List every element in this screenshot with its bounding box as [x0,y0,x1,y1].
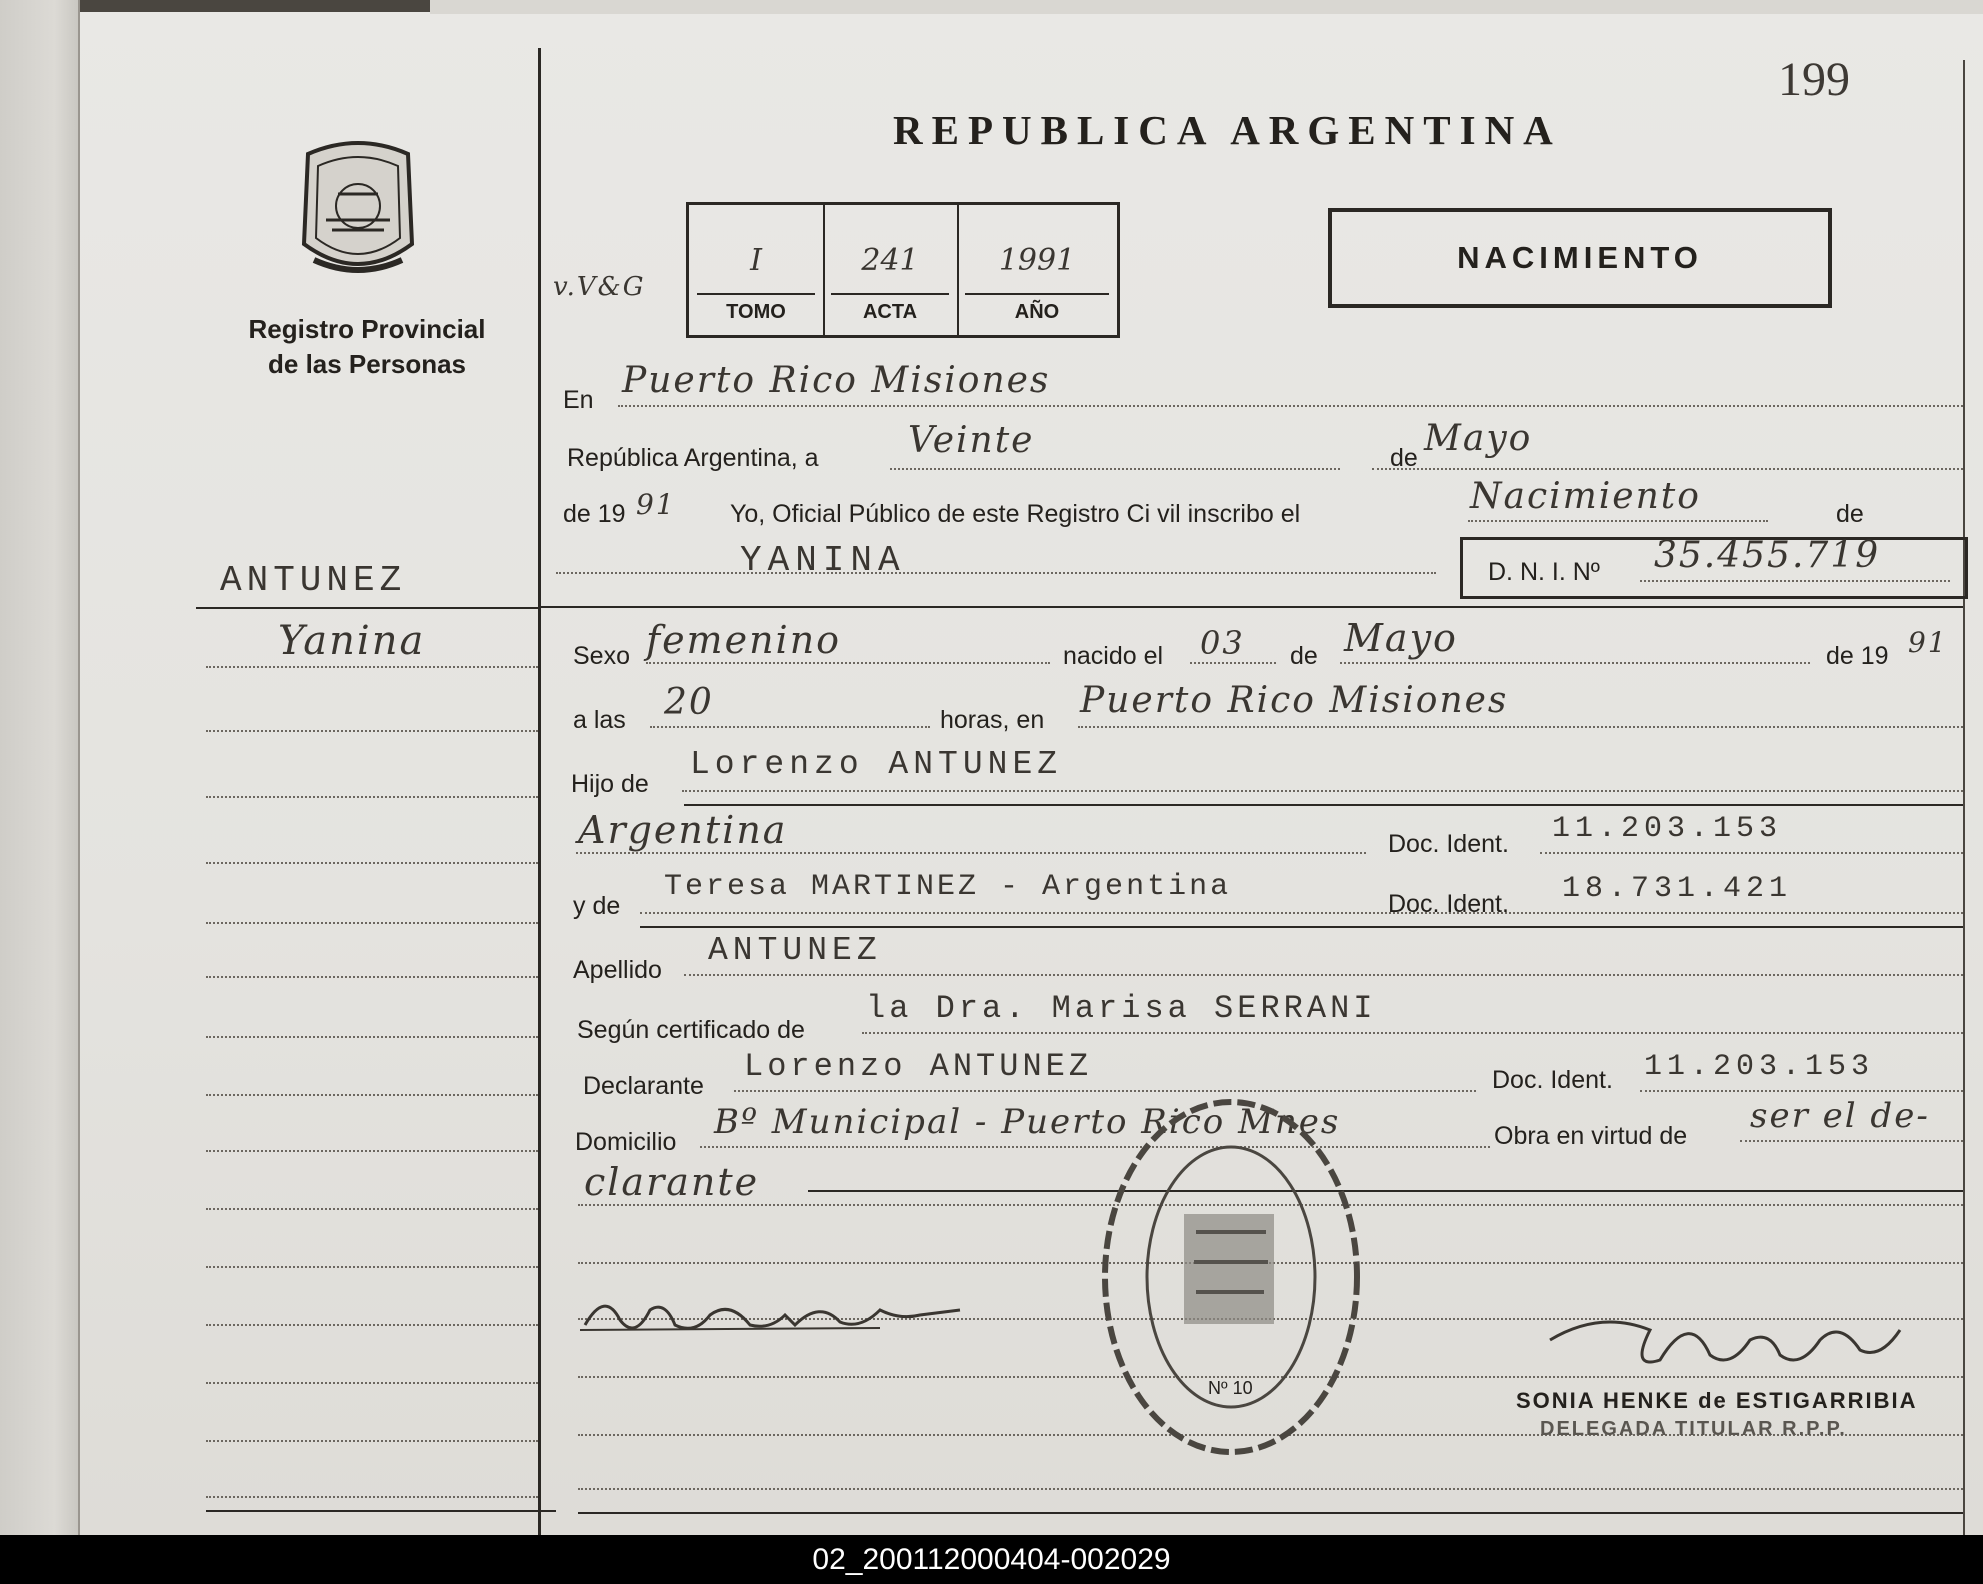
stamp-number: Nº 10 [1208,1378,1253,1398]
field-dni: 35.455.719 [1654,535,1881,576]
label-de-19-birth: de 19 [1826,642,1889,670]
registry-line-2: de las Personas [268,349,466,379]
field-father-doc: 11.203.153 [1552,812,1783,846]
label-declarante: Declarante [583,1072,704,1100]
label-dni: D. N. I. Nº [1488,558,1600,586]
tomo-cell [689,205,825,335]
field-birth-month: Mayo [1344,616,1458,660]
page-number: 199 [1778,53,1850,106]
acta-cell [823,205,959,335]
label-domicilio: Domicilio [575,1128,677,1156]
label-de-end: de [1836,500,1864,528]
tomo-value: I [750,243,762,278]
official-signature [1540,1300,1920,1390]
acta-label: ACTA [862,301,918,323]
label-de-month: de [1390,444,1418,472]
label-en: En [563,386,594,414]
field-surname: ANTUNEZ [708,932,882,969]
field-month-registration: Mayo [1424,418,1533,459]
label-sexo: Sexo [573,642,630,670]
ano-value: 1991 [998,243,1076,278]
bottom-rule [578,1512,1963,1514]
field-certificate: la Dra. Marisa SERRANI [866,990,1377,1027]
registry-name [232,312,502,382]
label-obra: Obra en virtud de [1494,1122,1688,1150]
margin-note: v.V&G [553,272,646,302]
field-father-nationality: Argentina [578,808,788,852]
footer-bar [0,1535,1983,1584]
field-year-registration: 91 [636,488,676,521]
section-rule [540,606,1963,608]
previous-page-edge [0,0,78,1535]
official-name: SONIA HENKE de ESTIGARRIBIA [1516,1388,1918,1413]
record-type-label: NACIMIENTO [1457,240,1703,275]
record-type-box [1328,208,1832,308]
acta-value: 241 [861,243,919,278]
official-stamp [1096,1092,1366,1462]
field-reason-1: ser el de- [1750,1096,1930,1136]
field-place: Puerto Rico Misiones [622,360,1051,401]
label-hijo-de: Hijo de [571,770,649,798]
declarant-signature [580,1280,980,1350]
field-act-type: Nacimiento [1470,476,1701,517]
field-declarant-doc: 11.203.153 [1644,1050,1875,1084]
field-address: Bº Municipal - Puerto Rico Mnes [714,1102,1341,1142]
record-table [686,202,1120,338]
margin-bottom-rule [206,1510,556,1512]
label-nacido: nacido el [1063,642,1164,670]
field-father: Lorenzo ANTUNEZ [690,746,1063,783]
margin-surname: ANTUNEZ [220,560,407,601]
footer-id: 02_200112000404-002029 [812,1543,1171,1576]
field-child-name: YANINA [740,540,906,581]
field-hour: 20 [664,682,714,723]
label-doc-ident-mother: Doc. Ident. [1388,890,1509,918]
mother-rule [640,926,1963,928]
margin-rule [196,607,540,609]
father-rule [684,804,1963,806]
field-birth-year: 91 [1908,626,1948,659]
label-de-birth-month: de [1290,642,1318,670]
label-segun: Según certificado de [577,1016,805,1044]
field-day-registration: Veinte [908,420,1035,461]
label-republica: República Argentina, a [567,444,819,472]
field-reason-2: clarante [584,1160,760,1204]
registry-line-1: Registro Provincial [248,314,486,344]
right-border [1963,60,1965,1535]
field-mother: Teresa MARTINEZ - Argentina [664,870,1232,904]
label-oficial: Yo, Oficial Público de este Registro Ci vil inscribo el [730,500,1301,528]
field-birth-place: Puerto Rico Misiones [1080,680,1509,721]
ano-cell [957,205,1117,335]
document-title: REPUBLICA ARGENTINA [893,107,1562,153]
official-title: DELEGADA TITULAR R.P.P. [1540,1418,1847,1440]
label-horas: horas, en [940,706,1045,734]
label-doc-ident-father: Doc. Ident. [1388,830,1509,858]
margin-given-name: Yanina [278,618,426,664]
field-sex: femenino [646,618,842,662]
page-top-edge [430,0,1983,14]
field-mother-doc: 18.731.421 [1562,872,1793,906]
reason-rule [808,1190,1963,1192]
ano-label: AÑO [1014,301,1060,323]
label-apellido: Apellido [573,956,662,984]
field-declarant: Lorenzo ANTUNEZ [744,1048,1093,1085]
field-birth-day: 03 [1200,624,1245,662]
label-de-19: de 19 [563,500,626,528]
label-a-las: a las [573,706,626,734]
label-y-de: y de [573,892,621,920]
misiones-seal-icon [288,134,428,284]
tomo-label: TOMO [726,301,786,323]
label-doc-ident-declarant: Doc. Ident. [1492,1066,1613,1094]
page-fold [78,0,80,1535]
margin-divider [538,48,541,1535]
